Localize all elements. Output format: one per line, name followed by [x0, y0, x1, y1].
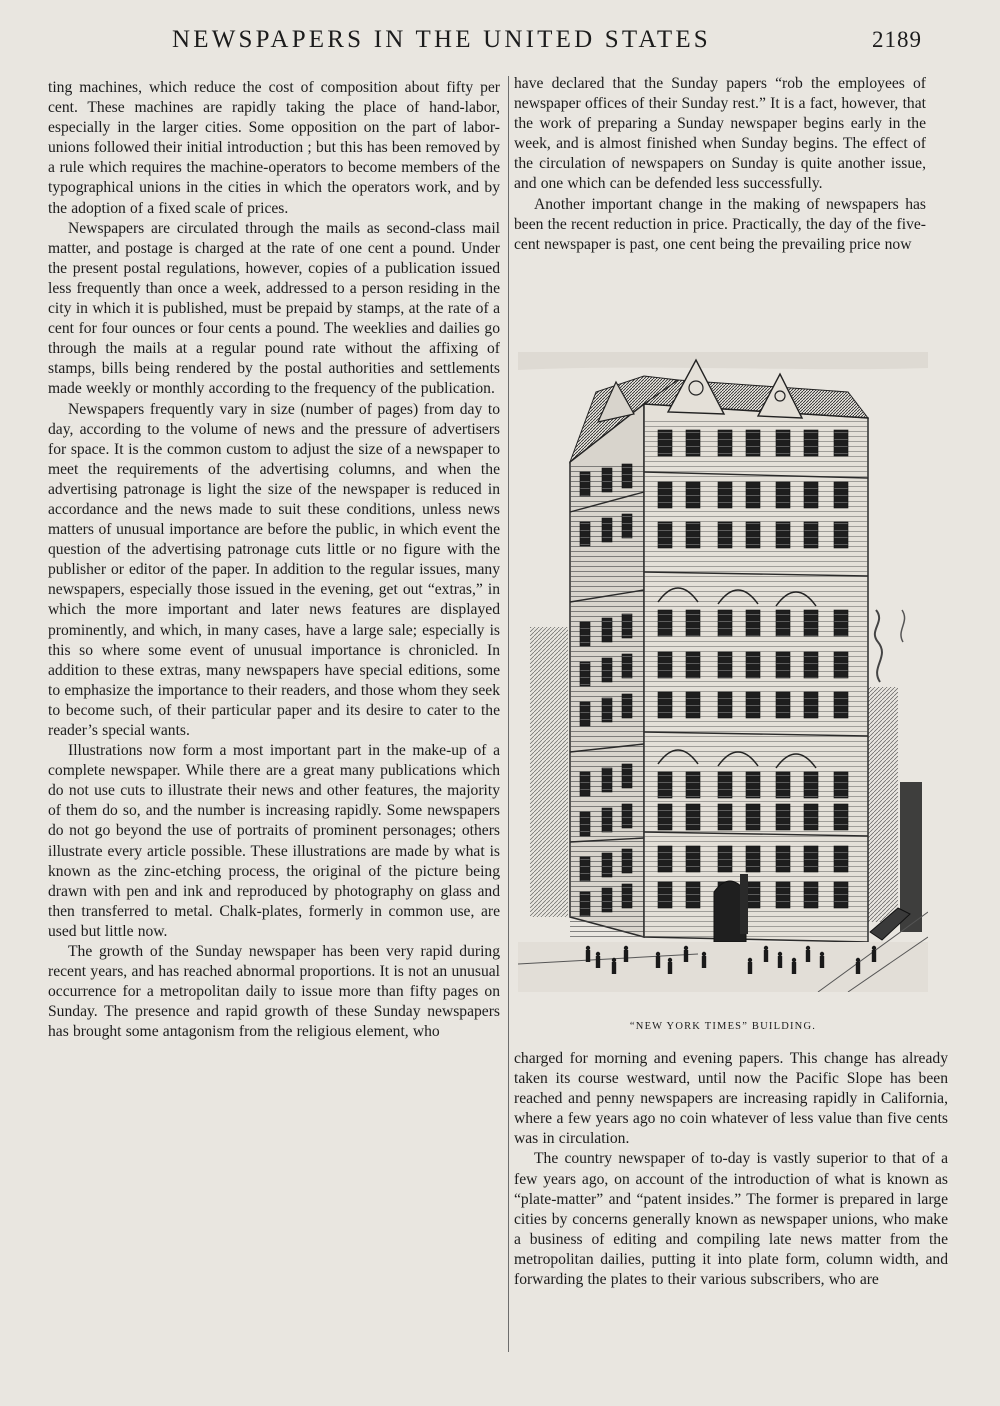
window — [580, 857, 590, 881]
window — [804, 610, 818, 636]
window — [686, 610, 700, 636]
window — [746, 482, 760, 508]
window — [804, 652, 818, 678]
window — [658, 610, 672, 636]
figure-body — [596, 956, 600, 968]
figure-body — [668, 962, 672, 974]
window — [622, 514, 632, 538]
figure-head — [820, 952, 824, 956]
figure-body — [612, 962, 616, 974]
figure-head — [806, 946, 810, 950]
window — [658, 846, 672, 872]
window — [622, 764, 632, 788]
window — [834, 804, 848, 830]
window — [804, 772, 818, 798]
window — [602, 853, 612, 877]
window — [746, 772, 760, 798]
window — [718, 846, 732, 872]
window — [602, 888, 612, 912]
paragraph-price: Another important change in the making of newspapers has been the recent reduction in price. Practically, the day of the five-cent newspaper is past, one cent being the prevailing price now — [514, 195, 926, 253]
figure-head — [668, 958, 672, 962]
window — [776, 772, 790, 798]
paragraph-illustrations: Illustrations now form a most important part in the make-up of a complete newspaper. While there are a great many publications which do not use cuts to illustrate their news and other features, the majority of them do so, and the number is increasing rapidly. Some newspapers do not go beyond the use of portraits of prominent personages; others illustrate every article possible. These illustrations are made by what is known as the zinc-etching process, the original of the picture being drawn with pen and ink and reproduced by photography on glass and then transferred to metal. Chalk-plates, formerly in common use, are used but little now. — [48, 742, 500, 940]
window — [622, 614, 632, 638]
window — [580, 622, 590, 646]
window — [602, 698, 612, 722]
window — [580, 702, 590, 726]
window — [718, 772, 732, 798]
window — [686, 692, 700, 718]
paragraph-country-newspaper: The country newspaper of to-day is vastly superior to that of a few years ago, on account of the introduction of what is known as “plate-matter” and “patent insides.” The former is prepared in large cities by concerns generally known as newspaper unions, who make a business of editing and compiling late news matter from the metropolitan dailies, putting it into plate form, column width, and forwarding the plates to their various subscribers, who are — [514, 1150, 948, 1289]
window — [804, 692, 818, 718]
figure-body — [656, 956, 660, 968]
window — [804, 804, 818, 830]
building-engraving — [518, 352, 928, 992]
figure-head — [586, 946, 590, 950]
window — [602, 768, 612, 792]
window — [602, 658, 612, 682]
figure-body — [586, 950, 590, 962]
figure-body — [624, 950, 628, 962]
window — [658, 482, 672, 508]
window — [658, 692, 672, 718]
window — [776, 652, 790, 678]
window — [746, 882, 760, 908]
window — [622, 464, 632, 488]
window — [718, 652, 732, 678]
figure-body — [820, 956, 824, 968]
window — [686, 430, 700, 456]
window — [804, 882, 818, 908]
window — [776, 610, 790, 636]
window — [718, 692, 732, 718]
figure-body — [856, 962, 860, 974]
window — [580, 522, 590, 546]
window — [622, 694, 632, 718]
window — [776, 522, 790, 548]
window — [776, 482, 790, 508]
figure-head — [856, 958, 860, 962]
window — [746, 652, 760, 678]
paragraph-postage: Newspapers are circulated through the mails as second-class mail matter, and postage is charged at the rate of one cent a pound. Under the present postal regulations, however, copies of a publication issued less frequently than once a week, addressed to a person residing in the city in which it is published, must be prepaid by stamps, at the rate of a cent for four ounces or four cents a pound. The weeklies and dailies go through the mails at a regular pound rate without the affixing of stamps, bills being rendered by the postal authorities and settlements made weekly or monthly according to the frequency of the publication. — [48, 219, 500, 398]
window — [834, 772, 848, 798]
page-number: 2189 — [872, 27, 922, 52]
window — [658, 882, 672, 908]
window — [746, 846, 760, 872]
window — [686, 882, 700, 908]
window — [834, 692, 848, 718]
figure-body — [702, 956, 706, 968]
figure-head — [748, 958, 752, 962]
figure-body — [792, 962, 796, 974]
window — [834, 610, 848, 636]
paragraph-size: Newspapers frequently vary in size (number of pages) from day to day, according to the volume of news and the pressure of advertisers for space. It is the common custom to adjust the size of a newspaper to meet the requirements of the advertising columns, and when the advertising patronage is light the size of the newspaper is reduced in accordance and the news made to suit these conditions, unless news matters of unusual importance are before the public, in which event the question of the advertising patronage cuts little or no figure with the publisher or editor of the paper. In addition to the regular issues, many newspapers, especially those issued in the evening, get out “extras,” in which the more important and later news features are displayed prominently, and which, in many cases, have a large sale; especially is this so where some event of unusual importance is chronicled. In addition to these extras, many newspapers have special editions, some to emphasize the importance to their readers, and those whom they seek to become such, of their particular paper and its desire to cater to the reader’s special wants. — [48, 400, 500, 739]
figure-body — [764, 950, 768, 962]
figure-body — [684, 950, 688, 962]
right-column-bottom — [514, 1049, 948, 1290]
window — [686, 804, 700, 830]
window — [580, 772, 590, 796]
window — [686, 652, 700, 678]
figure-head — [684, 946, 688, 950]
figure-body — [778, 956, 782, 968]
window — [580, 662, 590, 686]
paragraph-westward: charged for morning and evening papers. This change has already taken its course westward, until now the Pacific Slope has been reached and penny newspapers are increasing rapidly in California, where a few years ago no coin whatever of less value than five cents was in circulation. — [514, 1050, 948, 1148]
running-head: NEWSPAPERS IN THE UNITED STATES — [172, 26, 711, 53]
window — [602, 618, 612, 642]
figure-head — [764, 946, 768, 950]
figure-head — [596, 952, 600, 956]
window — [580, 472, 590, 496]
window — [602, 468, 612, 492]
left-column — [48, 78, 500, 1043]
figure-head — [612, 958, 616, 962]
window — [776, 692, 790, 718]
window — [804, 846, 818, 872]
window — [746, 804, 760, 830]
figure-head — [624, 946, 628, 950]
window — [718, 482, 732, 508]
figure-head — [702, 952, 706, 956]
window — [834, 652, 848, 678]
window — [746, 430, 760, 456]
window — [686, 482, 700, 508]
window — [746, 610, 760, 636]
column-rule — [508, 76, 509, 1352]
figure-head — [778, 952, 782, 956]
figure-head — [656, 952, 660, 956]
window — [834, 522, 848, 548]
window — [602, 808, 612, 832]
figure-caption: “NEW YORK TIMES” BUILDING. — [629, 1021, 817, 1032]
window — [776, 882, 790, 908]
window — [658, 772, 672, 798]
window — [580, 812, 590, 836]
window — [658, 430, 672, 456]
window — [804, 522, 818, 548]
window — [746, 692, 760, 718]
window — [686, 522, 700, 548]
window — [622, 654, 632, 678]
window — [622, 884, 632, 908]
paragraph-sunday-rest: have declared that the Sunday papers “rob the employees of newspaper offices of their Sunday rest.” It is a fact, however, that the work of preparing a Sunday newspaper begins early in the week, and is almost finished when Sunday begins. The effect of the circulation of newspapers on Sunday is quite another issue, and one which can be defended less successfully. — [514, 75, 926, 193]
window — [776, 430, 790, 456]
window — [580, 892, 590, 916]
figure-head — [872, 946, 876, 950]
window — [622, 849, 632, 873]
window — [834, 482, 848, 508]
paragraph-sunday: The growth of the Sunday newspaper has been very rapid during recent years, and has reached abnormal proportions. It is not an unusual occurrence for a metropolitan daily to issue more than fifty pages on Sunday. The presence and rapid growth of these Sunday newspapers has brought some antagonism from the religious element, who — [48, 943, 500, 1041]
window — [686, 772, 700, 798]
window — [602, 518, 612, 542]
window — [622, 804, 632, 828]
window — [776, 804, 790, 830]
window — [746, 522, 760, 548]
window — [658, 522, 672, 548]
window — [718, 522, 732, 548]
figure-body — [748, 962, 752, 974]
page-header — [0, 26, 1000, 60]
window — [804, 430, 818, 456]
window — [718, 804, 732, 830]
window — [776, 846, 790, 872]
window — [804, 482, 818, 508]
window — [658, 804, 672, 830]
window — [686, 846, 700, 872]
window — [834, 882, 848, 908]
window — [834, 846, 848, 872]
figure-body — [872, 950, 876, 962]
window — [834, 430, 848, 456]
right-column-top — [514, 74, 926, 255]
paragraph-composition: ting machines, which reduce the cost of composition about fifty per cent. These machines are rapidly taking the place of hand-labor, especially in the larger cities. Some opposition on the part of labor-unions followed their initial introduction ; but this has been removed by a rule which requires the machine-operators to become members of the typographical unions in the cities in which the operators work, and by the adoption of a fixed scale of prices. — [48, 79, 500, 217]
figure-head — [792, 958, 796, 962]
building-illustration — [518, 352, 928, 992]
window — [658, 652, 672, 678]
figure-body — [806, 950, 810, 962]
window — [718, 610, 732, 636]
window — [718, 430, 732, 456]
